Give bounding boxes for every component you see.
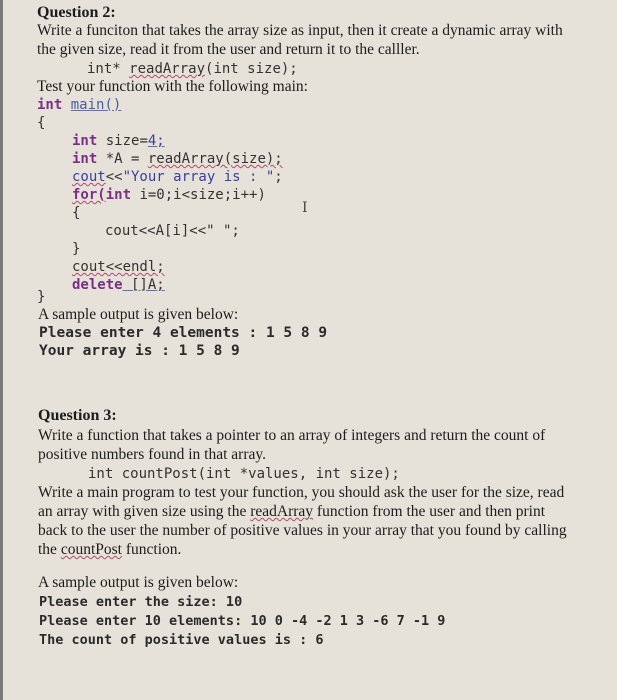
code-op: <<	[105, 169, 123, 185]
code-line-3	[72, 168, 283, 186]
kw: int	[72, 133, 98, 149]
code-line-9	[72, 276, 165, 294]
question-3-title: Question 3:	[38, 407, 117, 424]
q3-prototype: int countPost(int *values, int size);	[88, 466, 400, 482]
proto-rest: (int size);	[205, 61, 298, 77]
q2-test-instruction: Test your function with the following main:	[37, 78, 308, 95]
text-cursor-icon: I	[302, 200, 308, 216]
kw-int: int	[37, 97, 63, 113]
q2-description-line-2: the given size, read it from the user and return it to the calller.	[37, 41, 420, 58]
q3-sample-label: A sample output is given below:	[38, 574, 239, 591]
code-value: 4;	[147, 133, 165, 149]
text: function from the user and then print	[313, 503, 546, 520]
text: the	[38, 541, 61, 558]
code-string: "Your array is : "	[122, 169, 275, 185]
q3-body-line-4	[38, 541, 181, 559]
kw-for: for(	[72, 187, 106, 203]
code-line-5: {	[72, 205, 81, 221]
photo-edge	[0, 0, 3, 700]
q2-prototype	[87, 60, 298, 78]
kw-delete: delete	[72, 277, 123, 293]
code-text: []A;	[122, 277, 165, 293]
code-line-2	[72, 150, 283, 168]
text: an array with given size using the	[38, 503, 251, 520]
kw: int	[105, 187, 132, 203]
q3-body-line-1: Write a main program to test your function, you should ask the user for the size, read	[38, 484, 565, 501]
proto-type: int*	[87, 61, 130, 77]
q2-sample-label: A sample output is given below:	[38, 306, 239, 323]
text: function.	[121, 541, 182, 558]
code-main-signature	[37, 96, 121, 114]
code-text: *A =	[97, 151, 148, 167]
proto-name: readArray	[129, 61, 206, 77]
q3-body-line-3: back to the user the number of positive values in your array that you found by calling	[38, 522, 567, 539]
main-name: main()	[70, 97, 122, 113]
code-line-4	[72, 186, 266, 204]
code-end: ;	[274, 169, 283, 185]
code-open-brace: {	[37, 115, 46, 131]
q2-output-line-1: Please enter 4 elements : 1 5 8 9	[39, 325, 328, 341]
kw: int	[72, 151, 98, 167]
code-line-8: cout<<endl;	[72, 259, 165, 275]
code-line-7: }	[72, 241, 81, 257]
code-text: i=0;i<size;i++)	[131, 187, 266, 203]
q3-description-line-2: positive numbers found in that array.	[38, 446, 266, 463]
q3-output-line-2: Please enter 10 elements: 10 0 -4 -2 1 3 -6 7 -1 9	[39, 613, 446, 629]
question-2-title: Question 2:	[37, 4, 116, 21]
q2-description-line-1: Write a funciton that takes the array size as input, then it create a dynamic array with	[37, 22, 563, 39]
readarray-ref: readArray	[250, 503, 314, 520]
q3-description-line-1: Write a function that takes a pointer to an array of integers and return the count of	[38, 427, 546, 444]
code-line-1	[72, 132, 165, 150]
q3-output-line-3: The count of positive values is : 6	[39, 632, 324, 648]
code-text: size=	[97, 133, 148, 149]
code-close-brace: }	[37, 289, 46, 305]
code-call: readArray(size);	[147, 151, 283, 167]
q3-body-line-2	[38, 503, 545, 521]
code-cout: cout	[72, 169, 106, 185]
q2-output-line-2: Your array is : 1 5 8 9	[39, 343, 240, 359]
code-line-6: cout<<A[i]<<" ";	[105, 223, 240, 239]
q3-output-line-1: Please enter the size: 10	[39, 594, 243, 610]
countpost-ref: countPost	[60, 541, 122, 558]
